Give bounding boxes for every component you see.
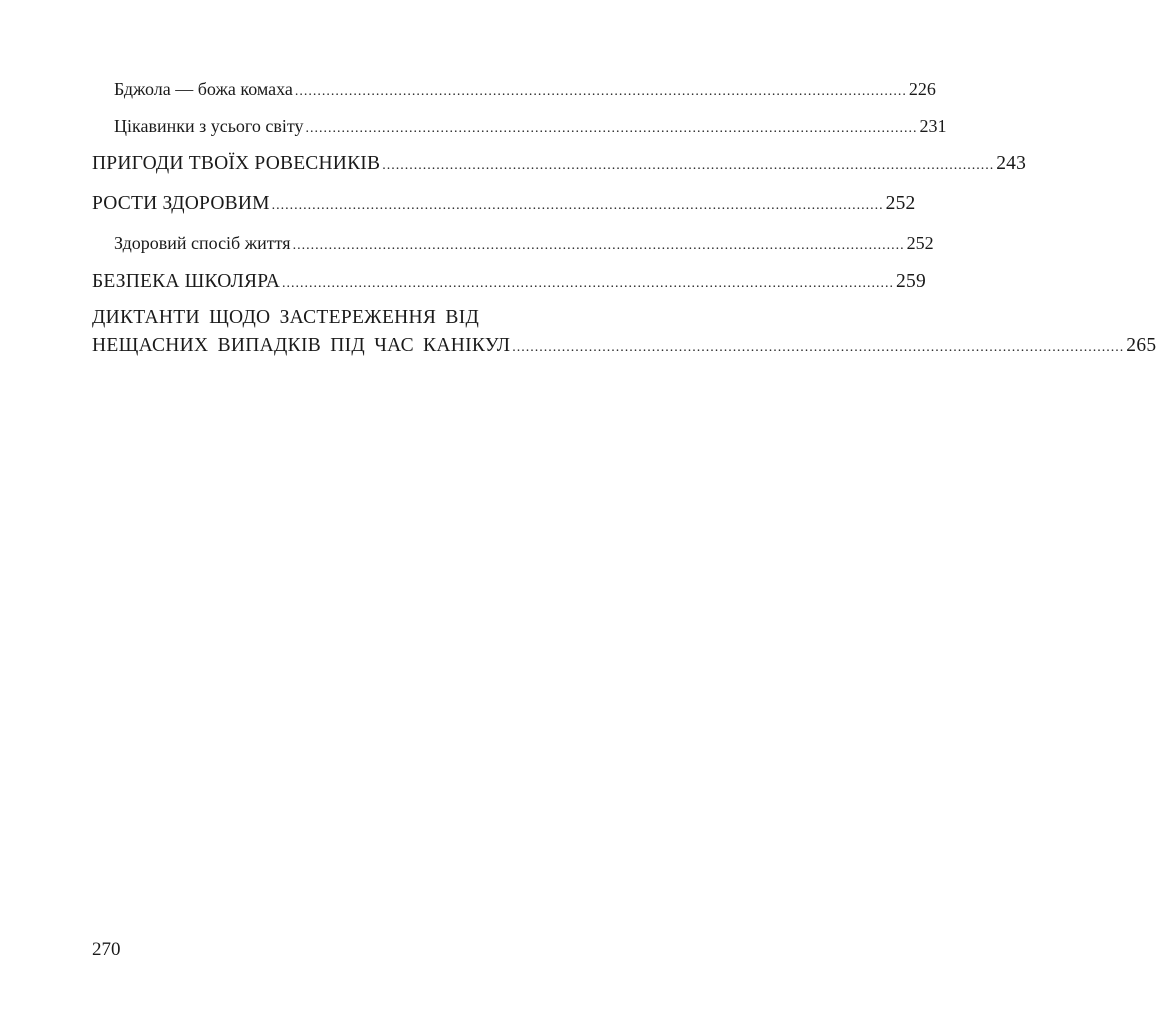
- dot-leader: ........................................................................................................................................: [382, 158, 995, 173]
- toc-entry-title: Цікавинки з усього світу: [114, 116, 304, 136]
- toc-entry-page: 265: [1126, 335, 1156, 356]
- toc-section-title-line2: НЕЩАСНИХ ВИПАДКІВ ПІД ЧАС КАНІКУЛ: [92, 335, 511, 356]
- dot-leader: ........................................................................................................................................: [282, 276, 895, 291]
- toc-section-title: БЕЗПЕКА ШКОЛЯРА: [92, 271, 281, 292]
- toc-entry[interactable]: [92, 70, 936, 108]
- toc-section-entry[interactable]: [92, 144, 1027, 184]
- toc-entry-page: 243: [996, 153, 1027, 174]
- toc-section-title: ПРИГОДИ ТВОЇХ РОВЕСНИКІВ: [92, 153, 381, 174]
- toc-entry-page: 252: [885, 193, 916, 214]
- toc-section-title: РОСТИ ЗДОРОВИМ: [92, 193, 270, 214]
- dot-leader: ........................................................................................................................................: [292, 238, 905, 253]
- toc-entry-title: Бджола — божа комаха: [114, 79, 293, 99]
- dot-leader: ........................................................................................................................................: [271, 198, 884, 213]
- toc-section-entry[interactable]: [92, 262, 926, 302]
- dot-leader: ........................................................................................................................................: [512, 340, 1125, 355]
- dot-leader: ........................................................................................................................................: [305, 121, 918, 136]
- table-of-contents: [92, 70, 1156, 360]
- toc-entry[interactable]: [92, 108, 947, 144]
- toc-section-entry-multiline[interactable]: [92, 304, 1156, 360]
- toc-entry-title: Здоровий спосіб життя: [114, 233, 291, 253]
- page-number: 270: [92, 939, 121, 960]
- toc-entry[interactable]: [92, 224, 934, 262]
- toc-entry-page: 252: [906, 233, 934, 253]
- toc-entry-page: 231: [919, 116, 947, 136]
- dot-leader: ........................................................................................................................................: [294, 84, 907, 99]
- toc-section-entry[interactable]: [92, 184, 916, 224]
- toc-entry-page: 226: [908, 79, 936, 99]
- toc-section-title-line2-row: [92, 332, 1156, 360]
- toc-section-title-line1: ДИКТАНТИ ЩОДО ЗАСТЕРЕЖЕННЯ ВІД: [92, 307, 480, 328]
- toc-entry-page: 259: [896, 271, 926, 292]
